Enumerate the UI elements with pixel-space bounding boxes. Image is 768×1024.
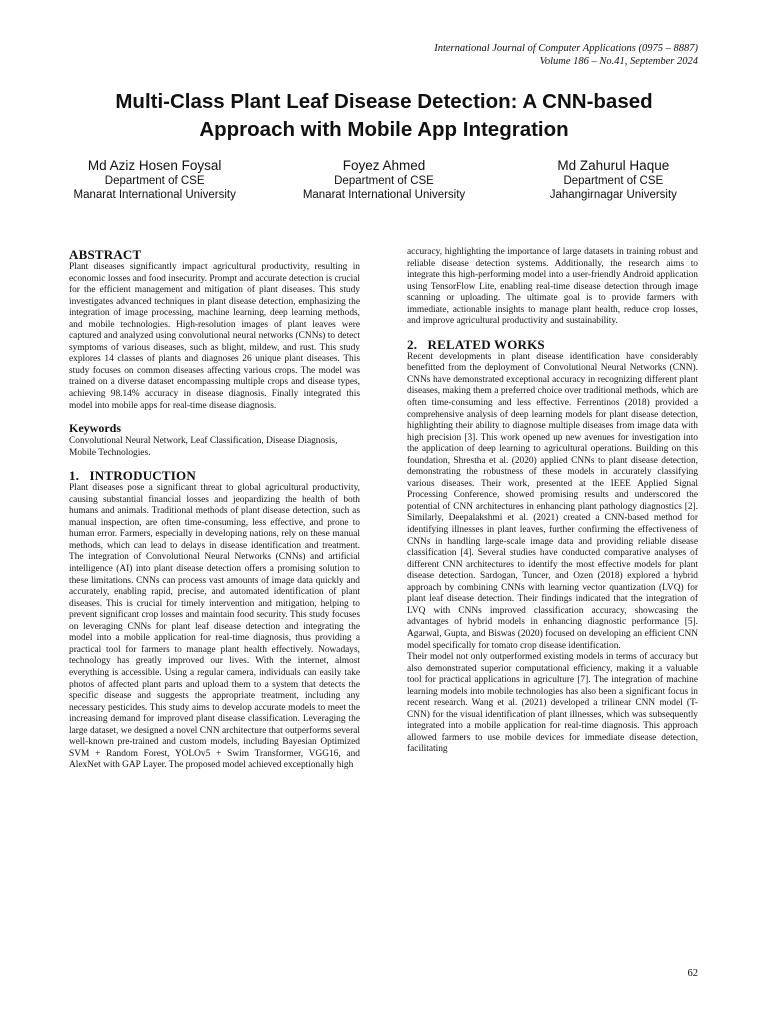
author-department: Department of CSE [334, 175, 434, 187]
author-1 [40, 157, 269, 202]
author-department: Department of CSE [563, 175, 664, 187]
abstract-heading: ABSTRACT [69, 247, 142, 262]
author-department: Department of CSE [104, 175, 205, 187]
related-works-paragraph-1: Recent developments in plant disease identification have considerably benefitted from the deployment of Convolutional Neural Networks (CNN). CNNs have demonstrated exceptional accuracy in recognizing different plant diseases, making them a preferred choice over traditional methods, which are often time-consuming and less effective. Ferrentinos (2018) provided a comprehensive analysis of deep learning models for plant disease detection, highlighting their ability to diagnose multiple diseases from image data with high precision [3]. This work opened up new avenues for investigation into the application of deep learning to agricultural operations. Building on this foundation, Shrestha et al. (2020) applied CNNs to plant disease detection, demonstrating the robustness of these models in accurately classifying various diseases. Their work, presented at the IEEE Applied Signal Processing Conference, showed promising results and underscored the potential of CNN architectures in enhancing plant pathology diagnostics [2]. Similarly, Deepalakshmi et al. (2021) created a CNN-based method for identifying illnesses in plant leaves, further confirming the effectiveness of CNNs in handling large-scale image data and providing reliable disease classification [4]. Several studies have conducted comparative analyses of different CNN architectures to identify the most effective models for plant disease detection. Sardogan, Tuncer, and Ozen (2018) explored a hybrid approach by combining CNNs with learning vector quantization (LVQ) for plant leaf disease detection. Their findings indicated that the integration of LVQ with CNNs improved classification accuracy, showcasing the advantages of hybrid models in enhancing diagnostic performance [5]. Agarwal, Gupta, and Biswas (2020) focused on developing an efficient CNN model specifically for tomato crop disease identification. [407, 351, 698, 651]
author-university: Manarat International University [302, 189, 466, 201]
abstract-text: Plant diseases significantly impact agricultural productivity, resulting in economic losses and food insecurity. Prompt and accurate detection is crucial for the efficient management and mitigation of plant diseases. This study investigates advanced techniques in plant disease detection, emphasizing the integration of image processing, machine learning, deep learning methods, and mobile technologies. High-resolution images of plant leaves were captured and analyzed using convolutional neural networks (CNNs) to detect symptoms of various diseases, such as blight, mildew, and rust. This study explores 14 classes of plants and diagnoses 26 unique plant diseases. This study focuses on common diseases affecting various crops. The model was trained on a diverse dataset encompassing multiple crops and disease types, achieving 98.14% accuracy in disease diagnosis. Finally integrated this model into mobile apps for real-time disease diagnosis. [69, 262, 360, 411]
author-university: Manarat International University [73, 189, 236, 201]
journal-name: International Journal of Computer Applications (0975 – 8887) [434, 43, 698, 54]
title-line-1: Multi-Class Plant Leaf Disease Detection: A CNN-based [115, 90, 653, 113]
paper-title [40, 88, 728, 144]
introduction-continued-text: accuracy, highlighting the importance of large datasets in training robust and reliable disease detection systems. Additionally, the research aims to integrate this high-performing model into a user-friendly Android application using TensorFlow Lite, enabling real-time disease detection through image scanning or uploading. The ultimate goal is to provide farmers with immediate, actionable insights to manage plant health, reduce crop losses, and improve agricultural productivity and sustainability. [407, 247, 698, 327]
author-2 [269, 157, 498, 202]
keywords-heading: Keywords [69, 421, 121, 436]
author-3 [499, 157, 728, 202]
keywords-text: Convolutional Neural Network, Leaf Classification, Disease Diagnosis, Mobile Technologies. [69, 436, 338, 458]
page-number: 62 [687, 968, 698, 979]
left-column [69, 247, 360, 772]
author-university: Jahangirnagar University [549, 189, 677, 201]
journal-volume: Volume 186 – No.41, September 2024 [539, 56, 698, 67]
author-list [40, 157, 728, 202]
related-works-heading: 2. RELATED WORKS [407, 336, 545, 352]
right-column [407, 247, 698, 756]
title-line-2: Approach with Mobile App Integration [199, 118, 569, 141]
journal-header [434, 42, 698, 68]
introduction-heading: 1. INTRODUCTION [69, 468, 196, 484]
introduction-text: Plant diseases pose a significant threat to global agricultural productivity, causing substantial financial losses and jeopardizing the health of both humans and animals. Traditional methods of plant disease detection, such as manual inspection, are often time-consuming, less effective, and prone to human error. Farmers, especially in developing nations, rely on these manual methods, which can lead to delays in disease identification and treatment. The integration of Convolutional Neural Networks (CNNs) and artificial intelligence (AI) into plant disease detection offers a promising solution to these limitations. CNNs can process vast amounts of image data quickly and accurately, enabling rapid, precise, and automated identification of plant diseases. This is crucial for timely intervention and mitigation, helping to prevent significant crop losses and maintain food security. This study focuses on leveraging CNNs for plant leaf disease detection and integrating the model into a mobile application for real-time diagnosis, thus providing a practical tool for farmers to manage plant health effectively. Nowadays, technology has greatly improved our lives. With the internet, almost everything is accessible. Using a regular camera, individuals can easily take photos of affected plant parts and upload them to a system that detects the specific disease and suggests the appropriate treatment, including any necessary pesticides. This study aims to develop accurate models to meet the increasing demand for improved plant disease classification. Leveraging the large dataset, we designed a novel CNN architecture that outperforms several well-known pre-trained and custom models, including Bayesian Optimized SVM + Random Forest, YOLOv5 + Swim Transformer, VGG16, and AlexNet with GAP Layer. The proposed model achieved exceptionally high [69, 483, 360, 771]
author-name: Md Aziz Hosen Foysal [87, 158, 222, 173]
author-name: Foyez Ahmed [342, 158, 426, 173]
author-name: Md Zahurul Haque [557, 158, 670, 173]
related-works-paragraph-2: Their model not only outperformed existing models in terms of accuracy but also demonstrated superior computational efficiency, making it a valuable tool for practical applications in agriculture [7]. The integration of machine learning models into mobile technologies has also been a significant focus in recent research. Wang et al. (2021) developed a trilinear CNN model (T-CNN) for the visual identification of plant illnesses, which was subsequently integrated into a mobile application for real-time diagnosis. This approach allowed farmers to use mobile devices for immediate disease detection, facilitating [407, 652, 698, 755]
